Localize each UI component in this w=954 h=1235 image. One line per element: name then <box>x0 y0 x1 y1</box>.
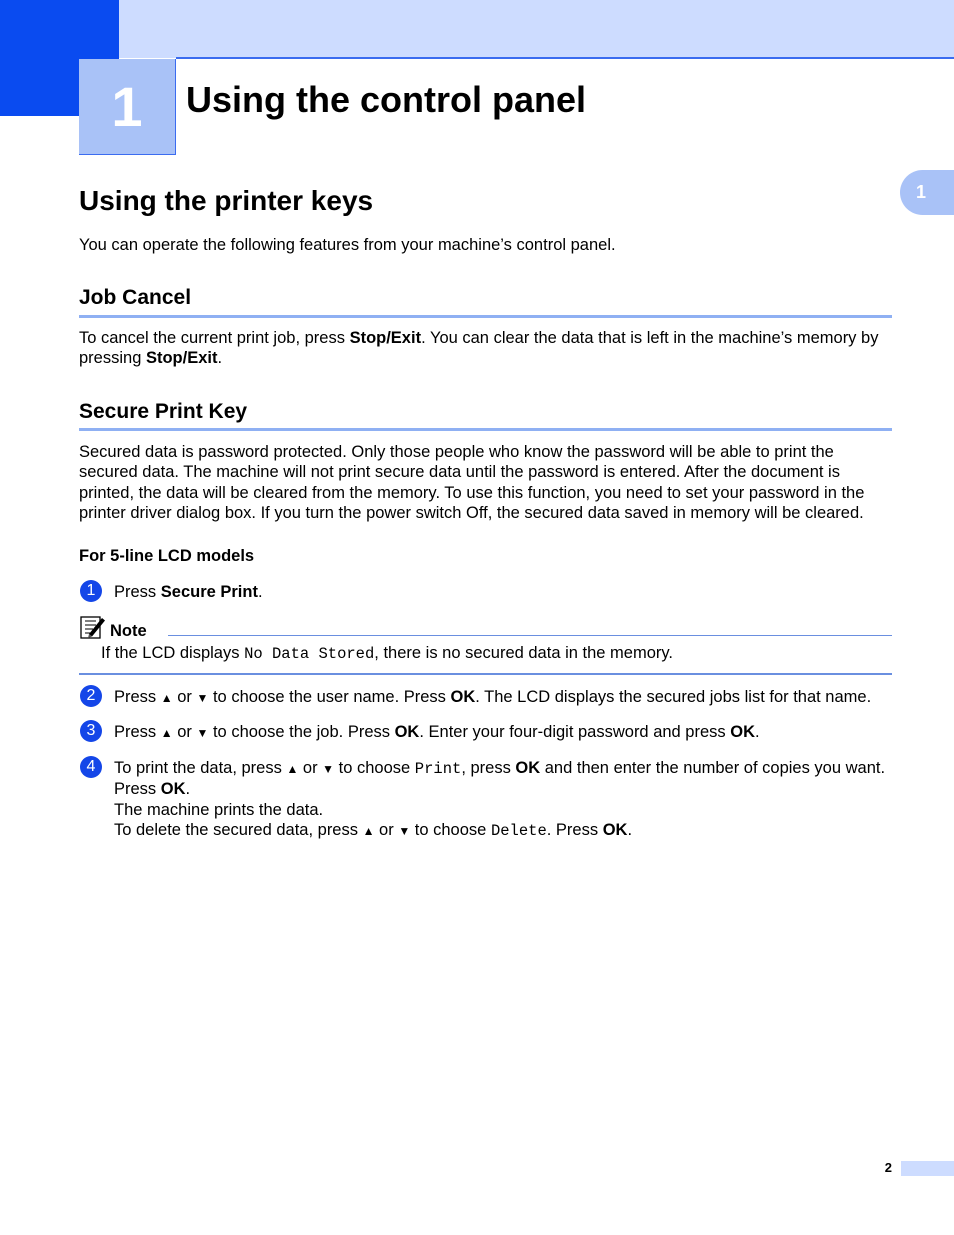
note-rule-top <box>168 635 892 636</box>
section-title: Using the printer keys <box>79 185 374 216</box>
step-3-text: Press ▲ or ▼ to choose the job. Press OK. Enter your four-digit password and press OK. <box>114 723 760 741</box>
section-intro: You can operate the following features from your machine’s control panel. <box>79 236 616 254</box>
up-arrow-icon: ▲ <box>286 762 299 776</box>
up-arrow-icon: ▲ <box>160 726 173 740</box>
step-1-number: 1 <box>80 580 102 602</box>
step-4-number: 4 <box>80 756 102 778</box>
chapter-side-tab[interactable]: 1 <box>900 170 954 215</box>
stop-exit-key: Stop/Exit <box>145 349 218 368</box>
note-label: Note <box>110 622 147 640</box>
note-text: If the LCD displays No Data Stored, there is no secured data in the memory. <box>101 644 673 663</box>
chapter-title: Using the control panel <box>186 79 587 120</box>
job-cancel-rule <box>79 315 892 318</box>
step-2-number: 2 <box>80 685 102 707</box>
down-arrow-icon: ▼ <box>322 762 335 776</box>
lcd-option-print: Print <box>414 760 462 778</box>
up-arrow-icon: ▲ <box>160 691 173 705</box>
step-1-text: Press Secure Print. <box>114 583 263 601</box>
chapter-number: 1 <box>79 59 176 155</box>
lcd-models-heading: For 5-line LCD models <box>79 547 255 565</box>
note-rule-bottom <box>79 673 892 675</box>
lcd-option-delete: Delete <box>490 821 547 840</box>
lcd-message: No Data Stored <box>244 645 375 663</box>
header-rule <box>176 57 954 59</box>
step-4-text: To print the data, press ▲ or ▼ to choose Print, press OK and then enter the number of copies you want. Press OK. The machine prints the data. To delete the secured data, press ▲ or ▼ to choose Delete. Press OK. <box>114 759 886 840</box>
down-arrow-icon: ▼ <box>398 823 411 838</box>
stop-exit-key: Stop/Exit <box>349 329 422 347</box>
up-arrow-icon: ▲ <box>362 823 375 838</box>
header-band <box>119 0 954 58</box>
footer-bar <box>901 1161 954 1176</box>
secure-print-heading: Secure Print Key <box>79 400 248 423</box>
step-3-number: 3 <box>80 720 102 742</box>
job-cancel-text: To cancel the current print job, press Stop/Exit. You can clear the data that is left in the machine’s memory by pressing Stop/Exit. <box>79 329 879 368</box>
down-arrow-icon: ▼ <box>196 726 209 740</box>
secure-print-rule <box>79 428 892 431</box>
page-number: 2 <box>884 1160 892 1175</box>
job-cancel-heading: Job Cancel <box>79 286 192 309</box>
down-arrow-icon: ▼ <box>196 691 209 705</box>
note-pencil-icon <box>80 614 106 640</box>
step-2-text: Press ▲ or ▼ to choose the user name. Press OK. The LCD displays the secured jobs list for that name. <box>114 688 872 706</box>
secure-print-text: Secured data is password protected. Only those people who know the password will be able to print the secured data. The machine will not print secure data until the password is entered. After the document is printed, the data will be cleared from the memory. To use this function, you need to set your password in the printer driver dialog box. If you turn the power switch Off, the secured data saved in memory will be cleared. <box>79 443 865 522</box>
